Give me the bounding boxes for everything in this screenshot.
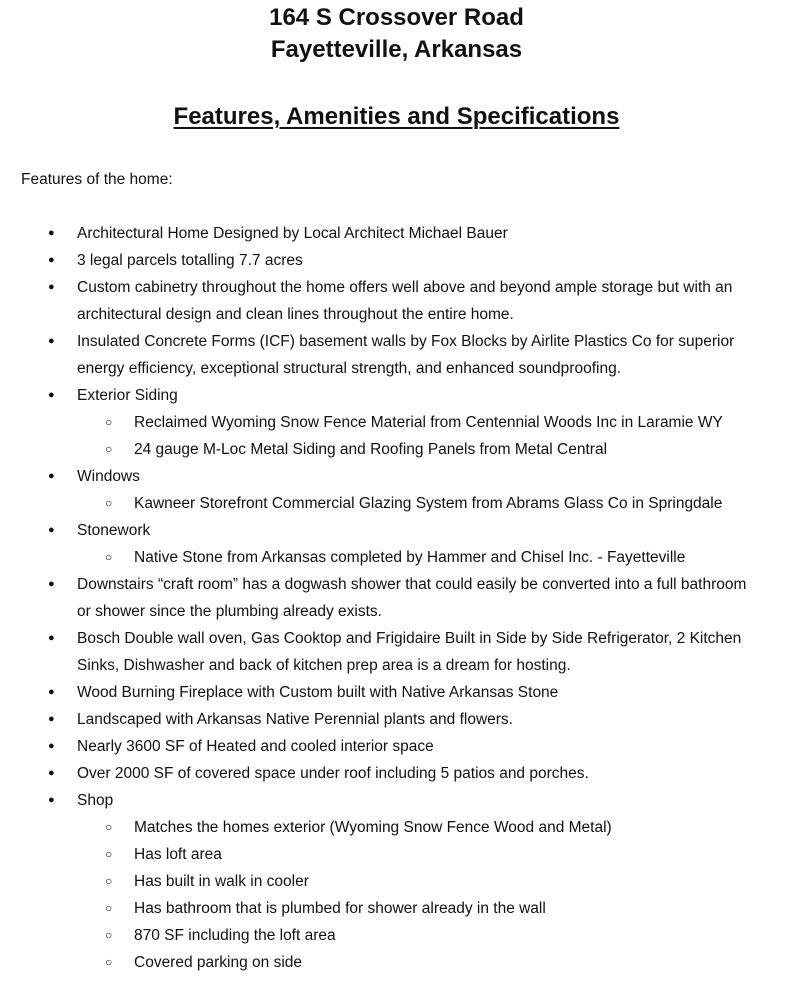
feature-item bbox=[0, 517, 793, 571]
feature-item bbox=[0, 625, 793, 679]
sub-list bbox=[77, 490, 793, 517]
feature-text: Insulated Concrete Forms (ICF) basement walls by Fox Blocks by Airlite Plastics Co for superior energy efficiency, exceptional structural strength, and enhanced soundproofing. bbox=[77, 333, 735, 377]
feature-item bbox=[0, 571, 793, 625]
feature-text: Landscaped with Arkansas Native Perennial plants and flowers. bbox=[77, 711, 513, 728]
feature-item bbox=[0, 760, 793, 787]
address-line-1: 164 S Crossover Road bbox=[269, 4, 524, 31]
feature-item bbox=[0, 274, 793, 328]
feature-text: Custom cabinetry throughout the home offers well above and beyond ample storage but with an architectural design and clean lines throughout the entire home. bbox=[77, 279, 733, 323]
feature-item bbox=[0, 679, 793, 706]
sub-item: ○ 24 gauge M-Loc Metal Siding and Roofing Panels from Metal Central bbox=[77, 436, 793, 463]
sub-item: ○ Matches the homes exterior (Wyoming Snow Fence Wood and Metal) bbox=[77, 814, 793, 841]
sub-list bbox=[77, 814, 793, 976]
sub-item: ○ Reclaimed Wyoming Snow Fence Material from Centennial Woods Inc in Laramie WY bbox=[77, 409, 793, 436]
feature-text: Bosch Double wall oven, Gas Cooktop and Frigidaire Built in Side by Side Refrigerator, 2 Kitchen Sinks, Dishwasher and back of kitchen prep area is a dream for hosting. bbox=[77, 630, 742, 674]
feature-item bbox=[0, 733, 793, 760]
feature-item bbox=[0, 220, 793, 247]
feature-item bbox=[0, 247, 793, 274]
feature-text: Exterior Siding bbox=[77, 387, 178, 404]
sub-item: ○ Native Stone from Arkansas completed by Hammer and Chisel Inc. - Fayetteville bbox=[77, 544, 793, 571]
feature-item bbox=[0, 706, 793, 733]
feature-item bbox=[0, 328, 793, 382]
sub-item: ○ Has bathroom that is plumbed for shower already in the wall bbox=[77, 895, 793, 922]
intro-text: Features of the home: bbox=[21, 171, 173, 188]
section-heading: Features, Amenities and Specifications bbox=[173, 103, 620, 130]
sub-item: ○ Has loft area bbox=[77, 841, 793, 868]
sub-item: ○ Has built in walk in cooler bbox=[77, 868, 793, 895]
feature-text: Nearly 3600 SF of Heated and cooled interior space bbox=[77, 738, 434, 755]
feature-text: 3 legal parcels totalling 7.7 acres bbox=[77, 252, 303, 269]
feature-item bbox=[0, 463, 793, 517]
feature-item bbox=[0, 787, 793, 976]
feature-text: Architectural Home Designed by Local Architect Michael Bauer bbox=[77, 225, 508, 242]
feature-text: Over 2000 SF of covered space under roof including 5 patios and porches. bbox=[77, 765, 589, 782]
sub-item: ○ 870 SF including the loft area bbox=[77, 922, 793, 949]
address-line-2: Fayetteville, Arkansas bbox=[270, 36, 523, 63]
feature-text: Shop bbox=[77, 792, 114, 809]
sub-item: ○ Kawneer Storefront Commercial Glazing System from Abrams Glass Co in Springdale bbox=[77, 490, 793, 517]
feature-list bbox=[0, 220, 793, 976]
feature-item bbox=[0, 382, 793, 463]
feature-text: Stonework bbox=[77, 522, 151, 539]
sub-list bbox=[77, 409, 793, 463]
feature-text: Downstairs “craft room” has a dogwash shower that could easily be converted into a full bathroom or shower since the plumbing already exists. bbox=[77, 576, 747, 620]
sub-item: ○ Covered parking on side bbox=[77, 949, 793, 976]
sub-list bbox=[77, 544, 793, 571]
feature-text: Windows bbox=[77, 468, 140, 485]
feature-text: Wood Burning Fireplace with Custom built with Native Arkansas Stone bbox=[77, 684, 559, 701]
